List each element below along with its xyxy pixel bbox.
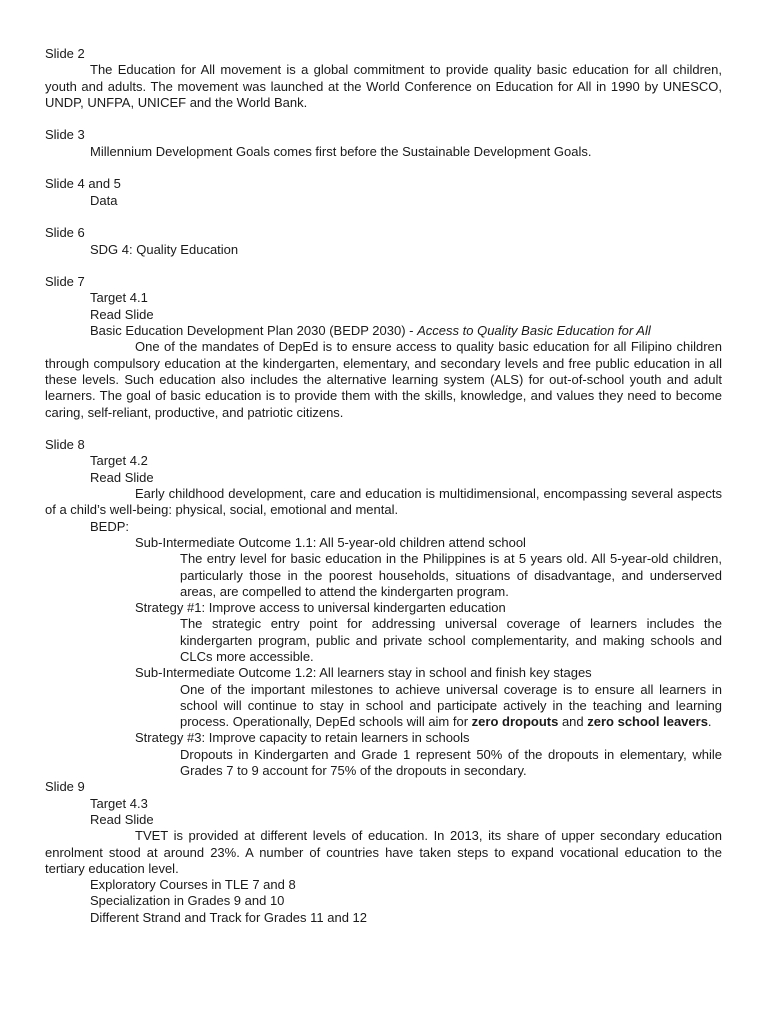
slide-2-paragraph: The Education for All movement is a global commitment to provide quality basic education for all children, youth and adults. The movement was launched at the World Conference on Education for All in 1990 by UNESCO, UNDP, UNFPA, UNICEF and the World Bank. bbox=[45, 62, 722, 110]
strategy-3-text: Dropouts in Kindergarten and Grade 1 represent 50% of the dropouts in elementary, while Grades 7 to 9 account for 75% of the dropouts in secondary. bbox=[180, 746, 722, 779]
slide-8-read-slide: Read Slide bbox=[90, 469, 154, 485]
document-page bbox=[45, 46, 722, 926]
slide-8-heading: Slide 8 bbox=[45, 437, 85, 453]
strategy-3-heading: Strategy #3: Improve capacity to retain learners in schools bbox=[135, 730, 470, 746]
strategy-1-text: The strategic entry point for addressing universal coverage of learners includes the kindergarten program, public and private school complementarity, and making schools and CLCs more accessible. bbox=[180, 616, 722, 664]
outcome-1-2-end: . bbox=[707, 714, 712, 730]
zero-dropouts-text: zero dropouts bbox=[471, 714, 559, 730]
slide-3-heading: Slide 3 bbox=[45, 127, 85, 143]
slide-7-bedp-title bbox=[45, 323, 722, 339]
slide-9-item: Exploratory Courses in TLE 7 and 8 bbox=[90, 877, 296, 893]
bedp-title-text: Basic Education Development Plan 2030 (BEDP 2030) - bbox=[90, 323, 418, 339]
slide-7-target: Target 4.1 bbox=[90, 290, 148, 306]
zero-school-leavers-text: zero school leavers bbox=[587, 714, 708, 730]
slide-6-text: SDG 4: Quality Education bbox=[90, 241, 239, 257]
slide-9-paragraph: TVET is provided at different levels of education. In 2013, its share of upper secondary education enrolment stood at around 23%. A number of countries have taken steps to expand vocational education to the tertiary education level. bbox=[45, 828, 722, 876]
slide-8-target: Target 4.2 bbox=[90, 453, 148, 469]
outcome-1-2-text bbox=[180, 682, 722, 731]
slide-9-heading: Slide 9 bbox=[45, 779, 85, 795]
slide-6-heading: Slide 6 bbox=[45, 225, 85, 241]
slide-2-heading: Slide 2 bbox=[45, 46, 85, 61]
outcome-1-1-heading: Sub-Intermediate Outcome 1.1: All 5-year-old children attend school bbox=[135, 534, 526, 550]
bedp-subtitle-text: Access to Quality Basic Education for All bbox=[417, 323, 651, 339]
outcome-1-1-text: The entry level for basic education in the Philippines is at 5 years old. All 5-year-old children, particularly those in the poorest households, situations of disadvantage, and underserved areas, are compelled to attend the kindergarten program. bbox=[180, 551, 722, 599]
strategy-1-heading: Strategy #1: Improve access to universal kindergarten education bbox=[135, 600, 506, 616]
slide-9-target: Target 4.3 bbox=[90, 795, 148, 811]
slide-4-5-heading: Slide 4 and 5 bbox=[45, 176, 121, 192]
outcome-1-2-and: and bbox=[558, 714, 588, 730]
slide-9-item: Different Strand and Track for Grades 11 and 12 bbox=[90, 909, 368, 925]
slide-7-read-slide: Read Slide bbox=[90, 306, 154, 322]
slide-4-5-text: Data bbox=[90, 192, 118, 208]
slide-8-bedp-label: BEDP: bbox=[90, 518, 130, 534]
outcome-1-2-text-a: One of the important milestones to achieve universal coverage is to ensure all learners in school will continue to stay in school and participate actively in the teaching and learning process. Operationally, DepEd schools will aim for bbox=[180, 681, 722, 730]
slide-9-read-slide: Read Slide bbox=[90, 811, 154, 827]
slide-8-paragraph: Early childhood development, care and education is multidimensional, encompassing several aspects of a child’s well-being: physical, social, emotional and mental. bbox=[45, 486, 722, 518]
slide-7-heading: Slide 7 bbox=[45, 274, 85, 290]
slide-3-text: Millennium Development Goals comes first before the Sustainable Development Goals. bbox=[90, 143, 592, 159]
slide-9-item: Specialization in Grades 9 and 10 bbox=[90, 893, 285, 909]
slide-7-paragraph: One of the mandates of DepEd is to ensure access to quality basic education for all Filipino children through compulsory education at the kindergarten, elementary, and secondary levels and free public education in all these levels. Such education also includes the alternative learning system (ALS) for out-of-school youth and adult learners. The goal of basic education is to provide them with the skills, knowledge, and values they need to become caring, self-reliant, productive, and patriotic citizens. bbox=[45, 339, 722, 420]
outcome-1-2-heading: Sub-Intermediate Outcome 1.2: All learners stay in school and finish key stages bbox=[135, 665, 592, 681]
